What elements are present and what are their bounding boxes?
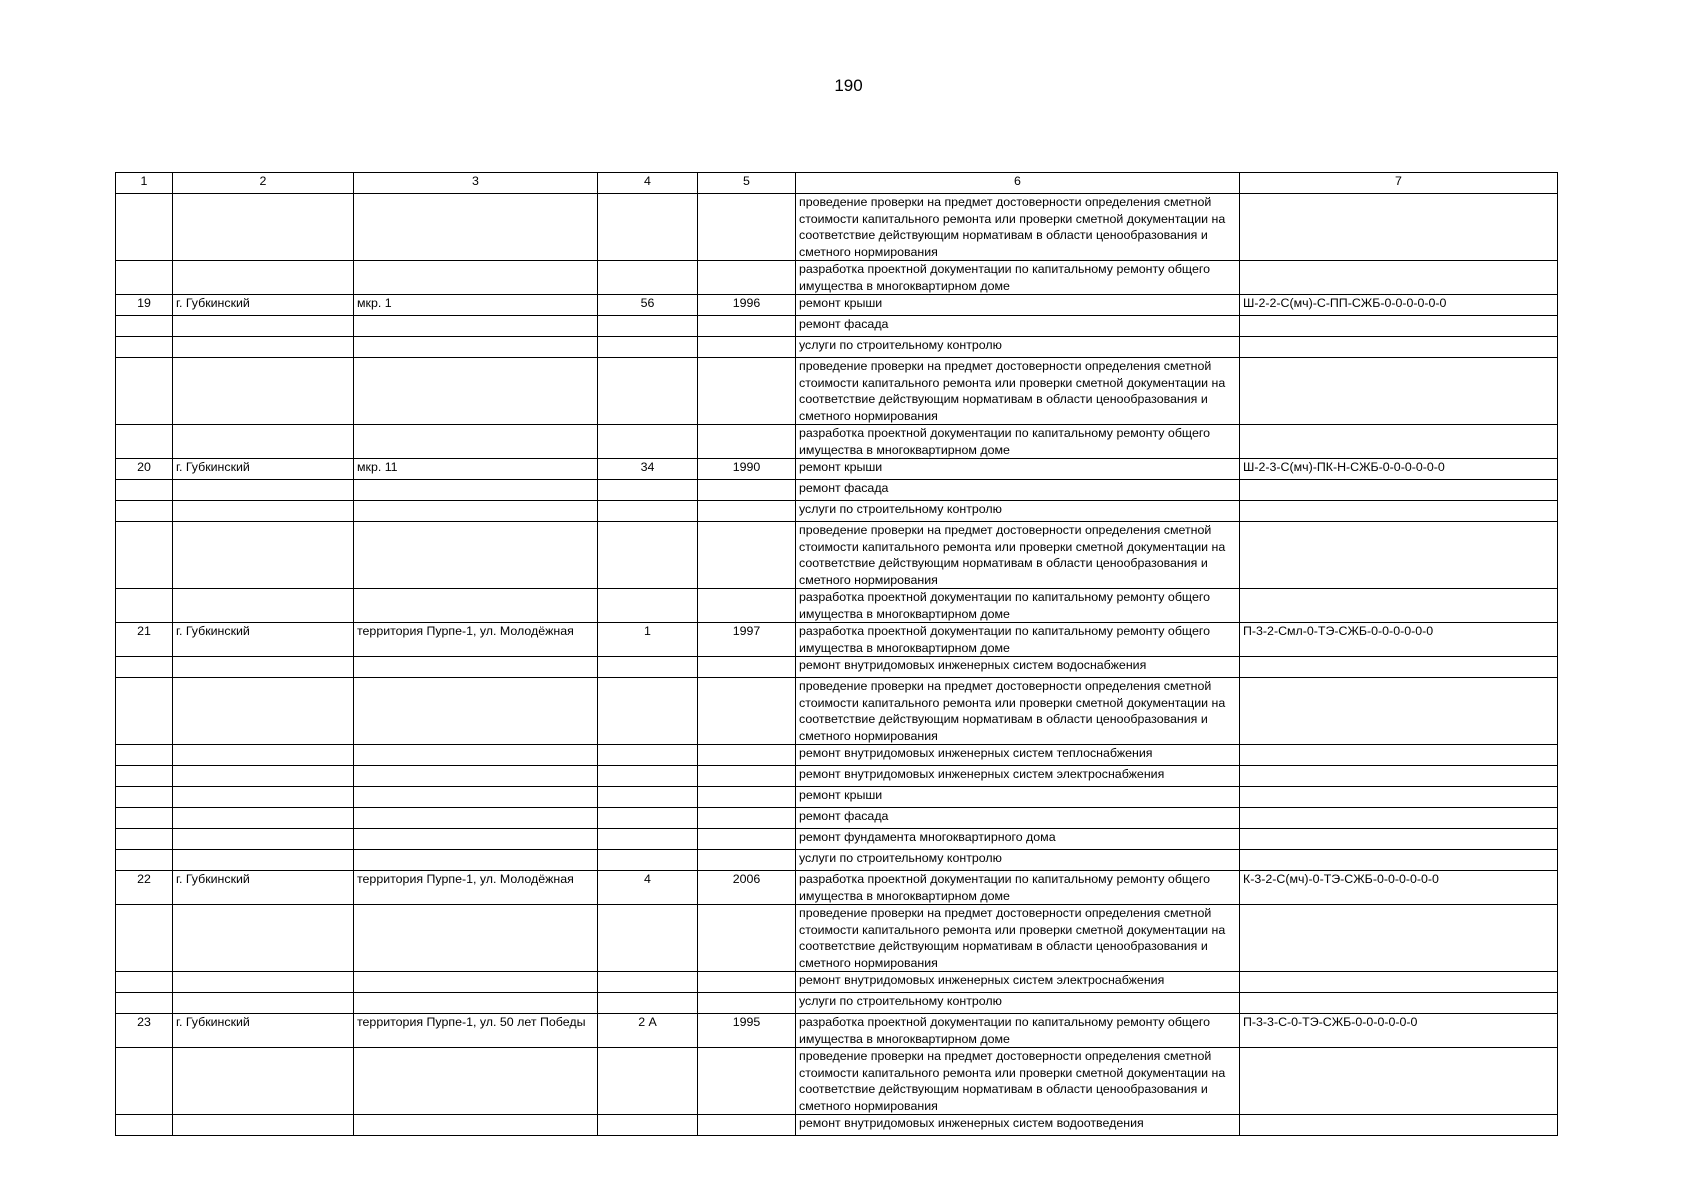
table-row — [116, 657, 1558, 678]
capital-repair-table — [115, 172, 1558, 1136]
house-number-cell — [598, 993, 698, 1014]
year-built-cell — [698, 972, 796, 993]
work-type-cell: ремонт фасада — [796, 808, 1240, 829]
year-built-cell — [698, 337, 796, 358]
year-built-cell — [698, 808, 796, 829]
building-code-cell — [1240, 972, 1558, 993]
year-built-cell: 1990 — [698, 459, 796, 480]
address-cell: мкр. 1 — [354, 295, 598, 316]
address-cell — [354, 316, 598, 337]
building-code-cell: П-3-3-С-0-ТЭ-СЖБ-0-0-0-0-0-0 — [1240, 1014, 1558, 1048]
row-number-cell — [116, 972, 173, 993]
year-built-cell — [698, 745, 796, 766]
row-number-cell — [116, 766, 173, 787]
work-type-cell: услуги по строительному контролю — [796, 337, 1240, 358]
table-row — [116, 295, 1558, 316]
city-cell — [173, 358, 354, 425]
year-built-cell — [698, 993, 796, 1014]
building-code-cell — [1240, 522, 1558, 589]
table-row — [116, 459, 1558, 480]
year-built-cell — [698, 829, 796, 850]
house-number-cell — [598, 425, 698, 459]
table-row — [116, 337, 1558, 358]
column-header: 5 — [698, 173, 796, 194]
house-number-cell — [598, 678, 698, 745]
building-code-cell — [1240, 993, 1558, 1014]
table-row — [116, 623, 1558, 657]
city-cell — [173, 745, 354, 766]
row-number-cell — [116, 808, 173, 829]
city-cell — [173, 766, 354, 787]
row-number-cell — [116, 657, 173, 678]
work-type-cell: разработка проектной документации по капитальному ремонту общего имущества в многоквартирном доме — [796, 425, 1240, 459]
work-type-cell: разработка проектной документации по капитальному ремонту общего имущества в многоквартирном доме — [796, 623, 1240, 657]
year-built-cell — [698, 766, 796, 787]
year-built-cell: 2006 — [698, 871, 796, 905]
city-cell — [173, 425, 354, 459]
table-row — [116, 522, 1558, 589]
house-number-cell — [598, 850, 698, 871]
table-row — [116, 678, 1558, 745]
building-code-cell — [1240, 808, 1558, 829]
page-number: 190 — [834, 76, 863, 95]
city-cell — [173, 1115, 354, 1136]
work-type-cell: разработка проектной документации по капитальному ремонту общего имущества в многоквартирном доме — [796, 589, 1240, 623]
building-code-cell: Ш-2-3-С(мч)-ПК-Н-СЖБ-0-0-0-0-0-0 — [1240, 459, 1558, 480]
house-number-cell: 34 — [598, 459, 698, 480]
city-cell — [173, 1048, 354, 1115]
row-number-cell — [116, 480, 173, 501]
work-type-cell: проведение проверки на предмет достоверности определения сметной стоимости капитального ремонта или проверки сметной документации на соответствие действующим нормативам в области ценообразования и сметного нормирования — [796, 678, 1240, 745]
row-number-cell — [116, 745, 173, 766]
address-cell — [354, 678, 598, 745]
address-cell — [354, 787, 598, 808]
building-code-cell: П-3-2-Смл-0-ТЭ-СЖБ-0-0-0-0-0-0 — [1240, 623, 1558, 657]
row-number-cell: 20 — [116, 459, 173, 480]
work-type-cell: ремонт внутридомовых инженерных систем электроснабжения — [796, 972, 1240, 993]
address-cell — [354, 480, 598, 501]
house-number-cell: 56 — [598, 295, 698, 316]
year-built-cell — [698, 358, 796, 425]
building-code-cell — [1240, 589, 1558, 623]
building-code-cell — [1240, 316, 1558, 337]
table-row — [116, 425, 1558, 459]
work-type-cell: проведение проверки на предмет достоверности определения сметной стоимости капитального ремонта или проверки сметной документации на соответствие действующим нормативам в области ценообразования и сметного нормирования — [796, 1048, 1240, 1115]
row-number-cell — [116, 194, 173, 261]
house-number-cell — [598, 261, 698, 295]
work-type-cell: разработка проектной документации по капитальному ремонту общего имущества в многоквартирном доме — [796, 1014, 1240, 1048]
year-built-cell — [698, 657, 796, 678]
address-cell — [354, 501, 598, 522]
city-cell — [173, 261, 354, 295]
table-row — [116, 358, 1558, 425]
work-type-cell: проведение проверки на предмет достоверности определения сметной стоимости капитального ремонта или проверки сметной документации на соответствие действующим нормативам в области ценообразования и сметного нормирования — [796, 358, 1240, 425]
building-code-cell — [1240, 850, 1558, 871]
year-built-cell — [698, 261, 796, 295]
row-number-cell: 23 — [116, 1014, 173, 1048]
year-built-cell — [698, 905, 796, 972]
building-code-cell: К-3-2-С(мч)-0-ТЭ-СЖБ-0-0-0-0-0-0 — [1240, 871, 1558, 905]
city-cell — [173, 480, 354, 501]
work-type-cell: ремонт внутридомовых инженерных систем водоснабжения — [796, 657, 1240, 678]
city-cell — [173, 522, 354, 589]
row-number-cell — [116, 425, 173, 459]
table-row — [116, 316, 1558, 337]
row-number-cell: 22 — [116, 871, 173, 905]
table-row — [116, 261, 1558, 295]
column-header: 6 — [796, 173, 1240, 194]
house-number-cell — [598, 972, 698, 993]
address-cell — [354, 425, 598, 459]
house-number-cell — [598, 358, 698, 425]
building-code-cell — [1240, 829, 1558, 850]
row-number-cell — [116, 316, 173, 337]
table-row — [116, 871, 1558, 905]
year-built-cell — [698, 678, 796, 745]
row-number-cell — [116, 1048, 173, 1115]
city-cell: г. Губкинский — [173, 1014, 354, 1048]
work-type-cell: проведение проверки на предмет достоверности определения сметной стоимости капитального ремонта или проверки сметной документации на соответствие действующим нормативам в области ценообразования и сметного нормирования — [796, 194, 1240, 261]
table-row — [116, 972, 1558, 993]
work-type-cell: ремонт фасада — [796, 316, 1240, 337]
column-header: 4 — [598, 173, 698, 194]
building-code-cell — [1240, 1115, 1558, 1136]
table-row — [116, 829, 1558, 850]
year-built-cell — [698, 522, 796, 589]
address-cell — [354, 657, 598, 678]
building-code-cell: Ш-2-2-С(мч)-С-ПП-СЖБ-0-0-0-0-0-0 — [1240, 295, 1558, 316]
column-header: 1 — [116, 173, 173, 194]
address-cell — [354, 905, 598, 972]
house-number-cell — [598, 522, 698, 589]
row-number-cell: 19 — [116, 295, 173, 316]
work-type-cell: ремонт фундамента многоквартирного дома — [796, 829, 1240, 850]
work-type-cell: услуги по строительному контролю — [796, 501, 1240, 522]
year-built-cell: 1995 — [698, 1014, 796, 1048]
table-row — [116, 589, 1558, 623]
row-number-cell — [116, 905, 173, 972]
row-number-cell — [116, 337, 173, 358]
work-type-cell: ремонт внутридомовых инженерных систем электроснабжения — [796, 766, 1240, 787]
house-number-cell — [598, 745, 698, 766]
building-code-cell — [1240, 194, 1558, 261]
table-row — [116, 194, 1558, 261]
row-number-cell — [116, 522, 173, 589]
row-number-cell — [116, 993, 173, 1014]
city-cell: г. Губкинский — [173, 459, 354, 480]
year-built-cell: 1996 — [698, 295, 796, 316]
building-code-cell — [1240, 766, 1558, 787]
city-cell — [173, 993, 354, 1014]
row-number-cell — [116, 261, 173, 295]
house-number-cell — [598, 787, 698, 808]
work-type-cell: услуги по строительному контролю — [796, 850, 1240, 871]
house-number-cell — [598, 337, 698, 358]
building-code-cell — [1240, 905, 1558, 972]
row-number-cell — [116, 829, 173, 850]
city-cell — [173, 337, 354, 358]
address-cell — [354, 589, 598, 623]
work-type-cell: проведение проверки на предмет достоверности определения сметной стоимости капитального ремонта или проверки сметной документации на соответствие действующим нормативам в области ценообразования и сметного нормирования — [796, 905, 1240, 972]
table-row — [116, 1048, 1558, 1115]
house-number-cell — [598, 808, 698, 829]
column-header: 2 — [173, 173, 354, 194]
house-number-cell — [598, 829, 698, 850]
address-cell — [354, 745, 598, 766]
work-type-cell: ремонт крыши — [796, 459, 1240, 480]
city-cell — [173, 194, 354, 261]
row-number-cell — [116, 501, 173, 522]
house-number-cell — [598, 480, 698, 501]
table-row — [116, 501, 1558, 522]
table-row — [116, 766, 1558, 787]
address-cell — [354, 1115, 598, 1136]
city-cell: г. Губкинский — [173, 871, 354, 905]
building-code-cell — [1240, 657, 1558, 678]
address-cell — [354, 1048, 598, 1115]
address-cell — [354, 522, 598, 589]
city-cell — [173, 905, 354, 972]
building-code-cell — [1240, 425, 1558, 459]
address-cell: территория Пурпе-1, ул. Молодёжная — [354, 623, 598, 657]
work-type-cell: разработка проектной документации по капитальному ремонту общего имущества в многоквартирном доме — [796, 871, 1240, 905]
building-code-cell — [1240, 678, 1558, 745]
year-built-cell — [698, 1048, 796, 1115]
house-number-cell — [598, 1048, 698, 1115]
building-code-cell — [1240, 480, 1558, 501]
year-built-cell — [698, 787, 796, 808]
work-type-cell: ремонт внутридомовых инженерных систем водоотведения — [796, 1115, 1240, 1136]
table-row — [116, 787, 1558, 808]
table-row — [116, 480, 1558, 501]
house-number-cell: 1 — [598, 623, 698, 657]
address-cell: мкр. 11 — [354, 459, 598, 480]
city-cell — [173, 501, 354, 522]
building-code-cell — [1240, 745, 1558, 766]
city-cell — [173, 972, 354, 993]
address-cell — [354, 766, 598, 787]
address-cell — [354, 808, 598, 829]
year-built-cell: 1997 — [698, 623, 796, 657]
building-code-cell — [1240, 337, 1558, 358]
row-number-cell — [116, 589, 173, 623]
year-built-cell — [698, 850, 796, 871]
building-code-cell — [1240, 787, 1558, 808]
work-type-cell: разработка проектной документации по капитальному ремонту общего имущества в многоквартирном доме — [796, 261, 1240, 295]
city-cell — [173, 787, 354, 808]
column-header: 3 — [354, 173, 598, 194]
address-cell — [354, 358, 598, 425]
work-type-cell: проведение проверки на предмет достоверности определения сметной стоимости капитального ремонта или проверки сметной документации на соответствие действующим нормативам в области ценообразования и сметного нормирования — [796, 522, 1240, 589]
city-cell — [173, 850, 354, 871]
city-cell — [173, 657, 354, 678]
year-built-cell — [698, 1115, 796, 1136]
work-type-cell: услуги по строительному контролю — [796, 993, 1240, 1014]
table-row — [116, 1115, 1558, 1136]
year-built-cell — [698, 501, 796, 522]
table-header-row — [116, 173, 1558, 194]
table-row — [116, 745, 1558, 766]
house-number-cell — [598, 194, 698, 261]
house-number-cell — [598, 589, 698, 623]
house-number-cell: 4 — [598, 871, 698, 905]
year-built-cell — [698, 425, 796, 459]
table-row — [116, 850, 1558, 871]
column-header: 7 — [1240, 173, 1558, 194]
work-type-cell: ремонт фасада — [796, 480, 1240, 501]
year-built-cell — [698, 589, 796, 623]
address-cell — [354, 829, 598, 850]
address-cell — [354, 972, 598, 993]
work-type-cell: ремонт крыши — [796, 787, 1240, 808]
address-cell — [354, 337, 598, 358]
building-code-cell — [1240, 261, 1558, 295]
row-number-cell — [116, 358, 173, 425]
city-cell — [173, 678, 354, 745]
building-code-cell — [1240, 358, 1558, 425]
work-type-cell: ремонт внутридомовых инженерных систем теплоснабжения — [796, 745, 1240, 766]
house-number-cell — [598, 1115, 698, 1136]
year-built-cell — [698, 316, 796, 337]
address-cell — [354, 261, 598, 295]
house-number-cell — [598, 316, 698, 337]
city-cell — [173, 589, 354, 623]
row-number-cell — [116, 1115, 173, 1136]
address-cell — [354, 194, 598, 261]
table-row — [116, 808, 1558, 829]
address-cell — [354, 850, 598, 871]
city-cell — [173, 316, 354, 337]
work-type-cell: ремонт крыши — [796, 295, 1240, 316]
house-number-cell — [598, 501, 698, 522]
address-cell — [354, 993, 598, 1014]
address-cell: территория Пурпе-1, ул. Молодёжная — [354, 871, 598, 905]
table-row — [116, 993, 1558, 1014]
table-row — [116, 1014, 1558, 1048]
house-number-cell: 2 А — [598, 1014, 698, 1048]
house-number-cell — [598, 766, 698, 787]
year-built-cell — [698, 194, 796, 261]
house-number-cell — [598, 657, 698, 678]
row-number-cell — [116, 678, 173, 745]
row-number-cell — [116, 850, 173, 871]
year-built-cell — [698, 480, 796, 501]
city-cell — [173, 808, 354, 829]
building-code-cell — [1240, 501, 1558, 522]
address-cell: территория Пурпе-1, ул. 50 лет Победы — [354, 1014, 598, 1048]
row-number-cell — [116, 787, 173, 808]
city-cell: г. Губкинский — [173, 295, 354, 316]
city-cell: г. Губкинский — [173, 623, 354, 657]
house-number-cell — [598, 905, 698, 972]
table-row — [116, 905, 1558, 972]
row-number-cell: 21 — [116, 623, 173, 657]
city-cell — [173, 829, 354, 850]
building-code-cell — [1240, 1048, 1558, 1115]
